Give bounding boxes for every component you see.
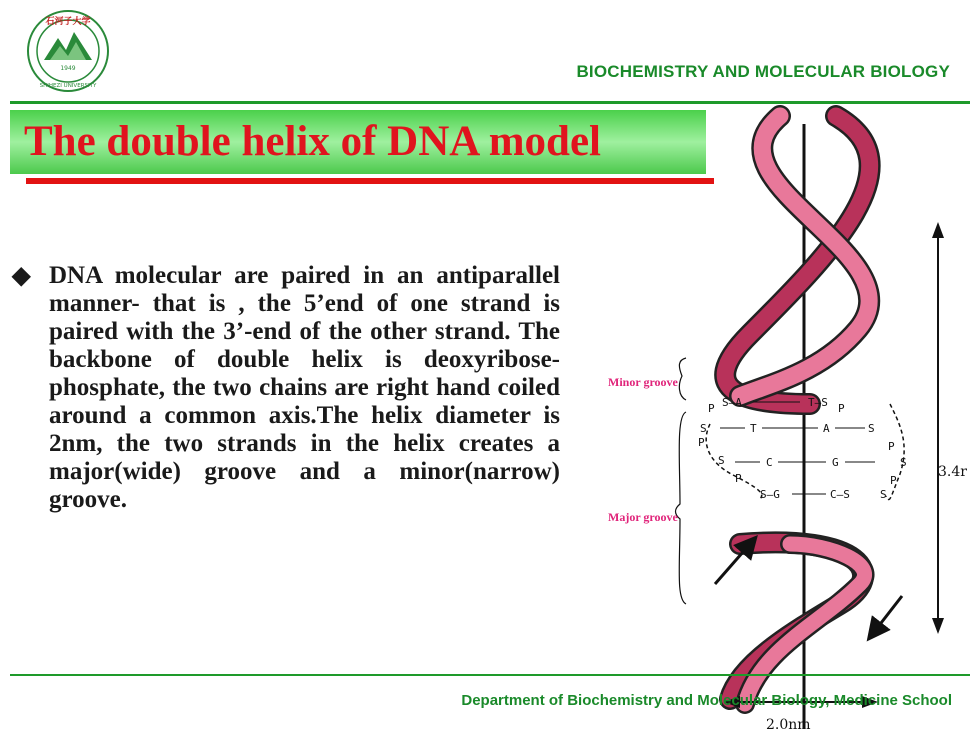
svg-text:S: S [868, 422, 875, 435]
pair-1-left: S—A [722, 396, 742, 409]
university-logo [20, 8, 116, 94]
svg-text:S: S [700, 422, 707, 435]
strand-direction-arrow-down [874, 596, 902, 632]
major-groove-brace [676, 412, 687, 604]
pitch-label: 3.4r [938, 464, 967, 480]
body-paragraph [12, 262, 560, 514]
pair-1-right: T—S [808, 396, 828, 409]
minor-groove-label: Minor groove [608, 375, 678, 389]
footer-department: Department of Biochemistry and Molecular Biology, Medicine School [461, 692, 952, 709]
diamond-bullet-icon: ◆ [12, 263, 31, 289]
footer-divider [10, 674, 970, 676]
svg-text:S: S [718, 454, 725, 467]
svg-text:P: P [838, 402, 845, 415]
minor-groove-brace [679, 358, 686, 400]
svg-text:SHIHEZI UNIVERSITY: SHIHEZI UNIVERSITY [39, 83, 97, 89]
svg-text:P: P [708, 402, 715, 415]
pair-4-right: C—S [830, 488, 850, 501]
svg-text:P: P [735, 472, 742, 485]
svg-text:S: S [900, 456, 907, 469]
pair-3-left: C [766, 456, 773, 469]
pair-2-right: A [823, 422, 830, 435]
slide-title: The double helix of DNA model [24, 118, 601, 165]
dna-helix-figure [590, 104, 980, 735]
svg-text:P: P [890, 474, 897, 487]
svg-text:石河子大学: 石河子大学 [45, 17, 91, 27]
pair-3-right: G [832, 456, 839, 469]
svg-text:P: P [698, 436, 705, 449]
major-groove-label: Major groove [608, 510, 678, 524]
diameter-label: 2.0nm [766, 717, 811, 733]
course-title: BIOCHEMISTRY AND MOLECULAR BIOLOGY [576, 62, 950, 81]
svg-text:P: P [888, 440, 895, 453]
pair-4-left: S—G [760, 488, 780, 501]
body-text: DNA molecular are paired in an antiparallel manner- that is , the 5’end of one strand is paired with the 3’-end of the other strand. The backbone of double helix is deoxyribose-phosphate, the two chains are right hand coiled around a common axis.The helix diameter is 2nm, the two strands in the helix creates a major(wide) groove and a minor(narrow) groove. [49, 262, 560, 513]
svg-text:1949: 1949 [60, 65, 76, 72]
svg-text:S: S [880, 488, 887, 501]
pair-2-left: T [750, 422, 757, 435]
